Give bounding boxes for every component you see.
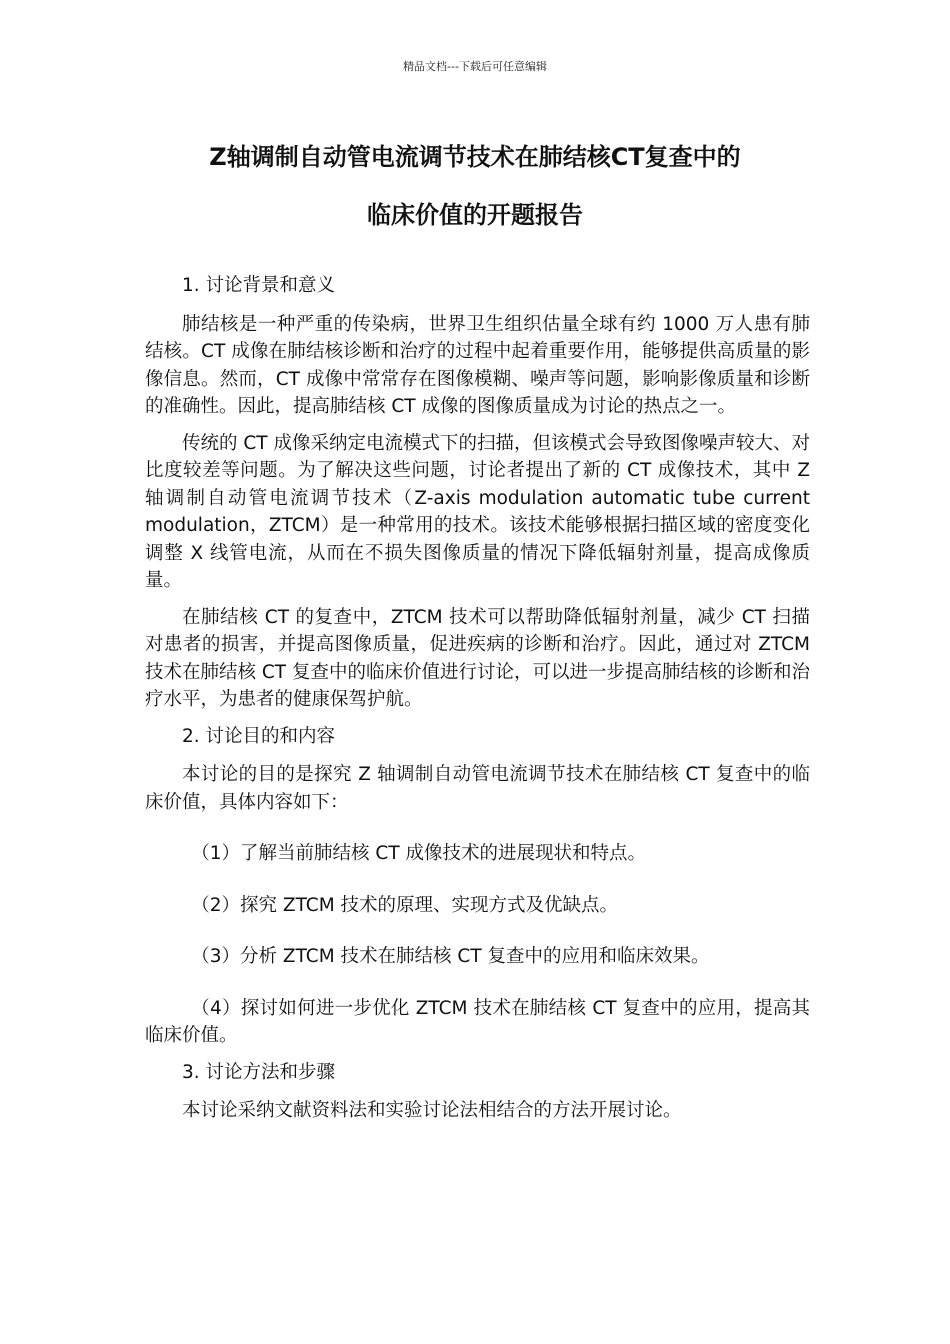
- list-item: （4）探讨如何进一步优化 ZTCM 技术在肺结核 CT 复查中的应用，提高其临床价值。: [145, 997, 810, 1046]
- section-1-paragraph-3: 在肺结核 CT 的复查中，ZTCM 技术可以帮助降低辐射剂量，减少 CT 扫描对患者的损害，并提高图像质量，促进疾病的诊断和治疗。因此，通过对 ZTCM 技术在肺结核 CT 复查中的临床价值进行讨论，可以进一步提高肺结核的诊断和治疗水平，为患者的健康保驾护航。: [145, 606, 810, 710]
- title-line-2: 临床价值的开题报告: [367, 201, 583, 229]
- section-3-heading: 3. 讨论方法和步骤: [182, 1061, 336, 1083]
- list-item: （2）探究 ZTCM 技术的原理、实现方式及优缺点。: [191, 894, 619, 916]
- section-1-paragraph-1: 肺结核是一种严重的传染病，世界卫生组织估量全球有约 1000 万人患有肺结核。CT 成像在肺结核诊断和治疗的过程中起着重要作用，能够提供高质量的影像信息。然而，CT 成像中常常存在图像模糊、噪声等问题，影响影像质量和诊断的准确性。因此，提高肺结核 CT 成像的图像质量成为讨论的热点之一。: [145, 313, 810, 417]
- document-body: [145, 272, 810, 1134]
- section-2-heading: 2. 讨论目的和内容: [182, 725, 336, 747]
- list-item: （3）分析 ZTCM 技术在肺结核 CT 复查中的应用和临床效果。: [191, 946, 710, 967]
- page-header: 精品文档---下载后可任意编辑: [403, 60, 547, 73]
- section-2-paragraph-1: 本讨论的目的是探究 Z 轴调制自动管电流调节技术在肺结核 CT 复查中的临床价值，具体内容如下：: [145, 764, 810, 813]
- section-3-paragraph-1: 本讨论采纳文献资料法和实验讨论法相结合的方法开展讨论。: [182, 1100, 682, 1121]
- section-1-paragraph-2: 传统的 CT 成像采纳定电流模式下的扫描，但该模式会导致图像噪声较大、对比度较差等问题。为了解决这些问题，讨论者提出了新的 CT 成像技术，其中 Z 轴调制自动管电流调节技术（Z-axis modulation automatic tube current modulation，ZTCM）是一种常用的技术。该技术能够根据扫描区域的密度变化调整 X 线管电流，从而在不损失图像质量的情况下降低辐射剂量，提高成像质量。: [145, 432, 810, 591]
- title-line-1: Z轴调制自动管电流调节技术在肺结核CT复查中的: [209, 143, 741, 171]
- section-1-heading: 1. 讨论背景和意义: [182, 275, 336, 296]
- document-title: [120, 128, 830, 244]
- list-item: （1）了解当前肺结核 CT 成像技术的进展现状和特点。: [191, 843, 647, 864]
